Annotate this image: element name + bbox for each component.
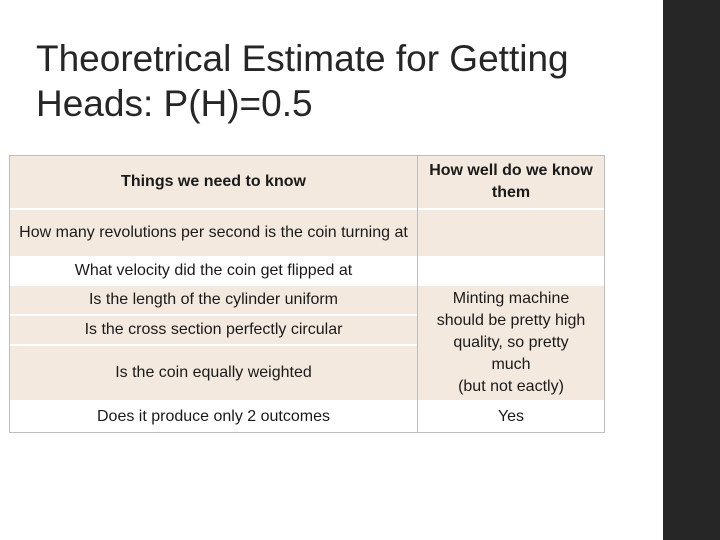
row-label: Does it produce only 2 outcomes — [96, 408, 330, 425]
answer-cell-empty — [418, 258, 604, 284]
header-left-label: Things we need to know — [121, 173, 306, 190]
column-divider — [417, 156, 418, 432]
row-label: Is the cross section perfectly circular — [84, 321, 343, 338]
answer-line: quality, so pretty — [453, 334, 569, 351]
row-label: Is the coin equally weighted — [115, 364, 312, 381]
title-line-2: Heads: P(H)=0.5 — [36, 83, 313, 124]
sidebar-bar — [663, 0, 720, 540]
row-label: Is the length of the cylinder uniform — [88, 291, 339, 308]
header-left — [10, 156, 417, 208]
answer-line: should be pretty high — [436, 312, 586, 329]
answer-cell-empty — [418, 210, 604, 256]
answer-line: Minting machine — [452, 290, 570, 307]
header-right — [418, 156, 604, 208]
table-row — [10, 210, 417, 256]
slide-title — [36, 36, 636, 126]
row-label: What velocity did the coin get flipped at — [74, 262, 353, 279]
answer-text: Yes — [497, 408, 525, 425]
table-row — [10, 286, 417, 314]
table-row — [10, 258, 417, 284]
knowledge-table — [9, 155, 605, 433]
table-row — [10, 316, 417, 344]
table-row — [10, 346, 417, 400]
answer-line: (but not eactly) — [458, 378, 564, 395]
header-right-label: How well do we know them — [429, 162, 593, 201]
title-line-1: Theoretrical Estimate for Getting — [36, 38, 569, 79]
answer-line: much — [491, 356, 531, 373]
table-row — [10, 402, 417, 432]
minting-answer-cell — [418, 286, 604, 400]
row-label: How many revolutions per second is the coin turning at — [19, 224, 408, 241]
answer-cell — [418, 402, 604, 432]
